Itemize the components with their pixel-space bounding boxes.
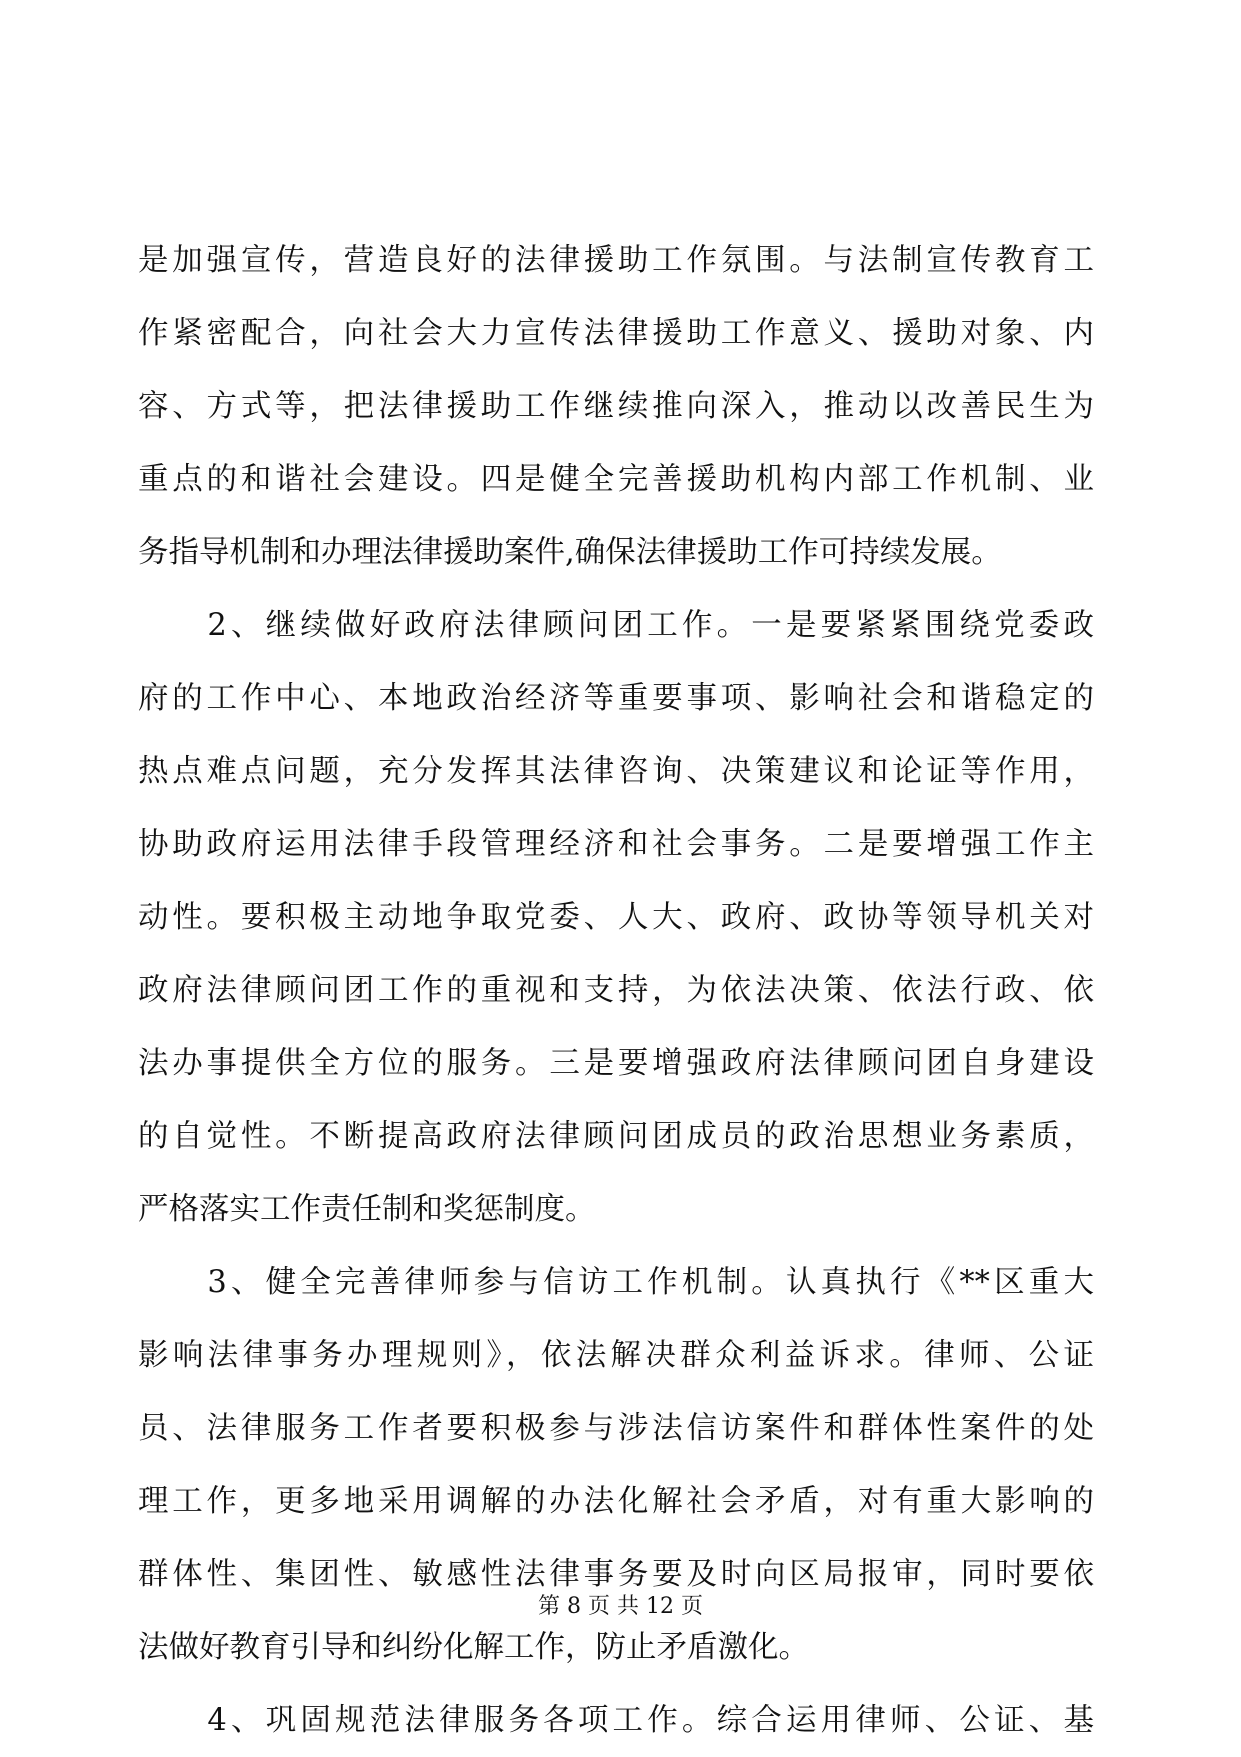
text-line: 动性。要积极主动地争取党委、人大、政府、政协等领导机关对 <box>138 900 1094 935</box>
text-line: 4、巩固规范法律服务各项工作。综合运用律师、公证、基 <box>138 1703 1094 1738</box>
text-line: 影响法律事务办理规则》，依法解决群众利益诉求。律师、公证 <box>138 1338 1094 1373</box>
text-line: 严格落实工作责任制和奖惩制度。 <box>138 1192 596 1227</box>
text-line: 是加强宣传，营造良好的法律援助工作氛围。与法制宣传教育工 <box>138 243 1094 278</box>
text-line: 法办事提供全方位的服务。三是要增强政府法律顾问团自身建设 <box>138 1046 1094 1081</box>
text-line: 群体性、集团性、敏感性法律事务要及时向区局报审，同时要依 <box>138 1557 1094 1592</box>
text-line: 3、健全完善律师参与信访工作机制。认真执行《**区重大 <box>138 1265 1094 1300</box>
text-line: 务指导机制和办理法律援助案件,确保法律援助工作可持续发展。 <box>138 535 1002 570</box>
text-line: 政府法律顾问团工作的重视和支持，为依法决策、依法行政、依 <box>138 973 1094 1008</box>
text-line: 2、继续做好政府法律顾问团工作。一是要紧紧围绕党委政 <box>138 608 1094 643</box>
page-number-footer: 第 8 页 共 12 页 <box>538 1594 703 1619</box>
text-line: 容、方式等，把法律援助工作继续推向深入，推动以改善民生为 <box>138 389 1094 424</box>
text-line: 法做好教育引导和纠纷化解工作，防止矛盾激化。 <box>138 1630 809 1665</box>
text-line: 员、法律服务工作者要积极参与涉法信访案件和群体性案件的处 <box>138 1411 1094 1446</box>
document-body <box>138 224 1094 1757</box>
text-line: 热点难点问题，充分发挥其法律咨询、决策建议和论证等作用， <box>138 754 1094 789</box>
text-line: 重点的和谐社会建设。四是健全完善援助机构内部工作机制、业 <box>138 462 1094 497</box>
text-line: 府的工作中心、本地政治经济等重要事项、影响社会和谐稳定的 <box>138 681 1094 716</box>
text-line: 理工作，更多地采用调解的办法化解社会矛盾，对有重大影响的 <box>138 1484 1094 1519</box>
text-line: 作紧密配合，向社会大力宣传法律援助工作意义、援助对象、内 <box>138 316 1094 351</box>
text-line: 协助政府运用法律手段管理经济和社会事务。二是要增强工作主 <box>138 827 1094 862</box>
text-line: 的自觉性。不断提高政府法律顾问团成员的政治思想业务素质， <box>138 1119 1094 1154</box>
